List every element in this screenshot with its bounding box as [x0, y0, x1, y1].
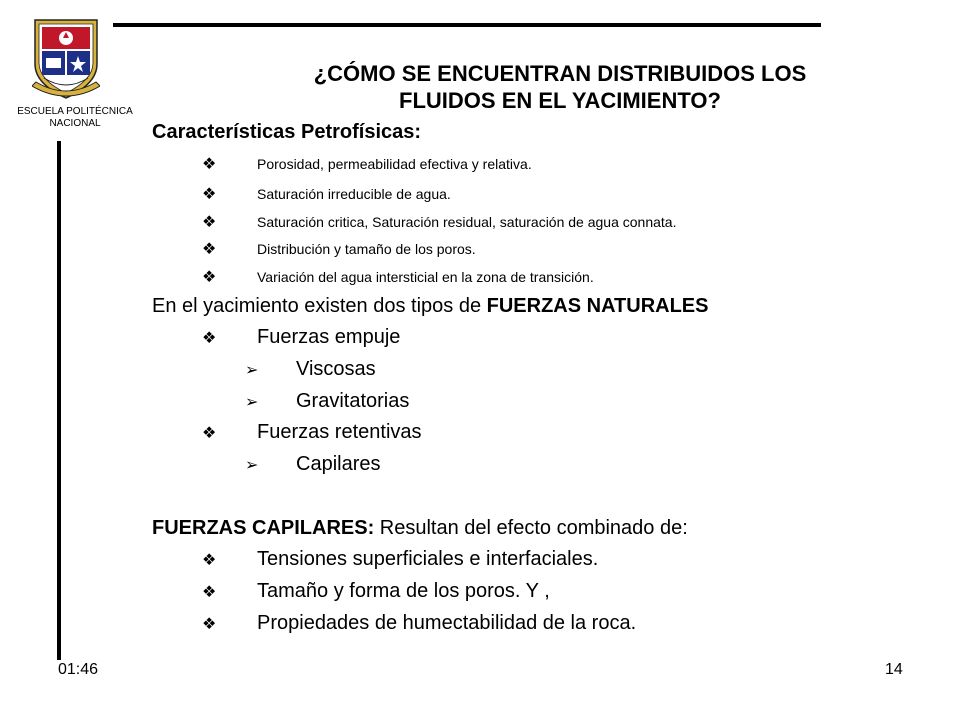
list-item-text: Distribución y tamaño de los poros.: [257, 241, 476, 257]
diamond-bullet-icon: ❖: [202, 425, 217, 442]
diamond-bullet-icon: ❖: [202, 186, 217, 203]
footer-page-number: 14: [885, 661, 903, 678]
list-item: [202, 326, 400, 349]
top-rule: [113, 23, 821, 27]
diamond-bullet-icon: ❖: [202, 214, 217, 231]
list-item-text: Porosidad, permeabilidad efectiva y relativa.: [257, 156, 532, 172]
footer-time: 01:46: [58, 661, 99, 678]
list-item: [202, 580, 550, 603]
list-item: [202, 154, 532, 174]
natural-forces-intro: [152, 295, 709, 318]
list-item: [202, 239, 476, 259]
arrow-bullet-icon: ➢: [245, 457, 259, 474]
list-item: [202, 212, 676, 232]
title-line-2: FLUIDOS EN EL YACIMIENTO?: [399, 88, 721, 113]
diamond-bullet-icon: ❖: [202, 241, 217, 258]
list-item: [202, 421, 422, 444]
institution-name: [0, 106, 150, 130]
list-item-text: Propiedades de humectabilidad de la roca.: [257, 612, 637, 634]
list-item-text: Tamaño y forma de los poros. Y ,: [257, 580, 550, 602]
intro-text: En el yacimiento existen dos tipos de: [152, 295, 487, 317]
list-item-text: Fuerzas retentivas: [257, 421, 422, 443]
left-rule: [57, 141, 61, 660]
diamond-bullet-icon: ❖: [202, 156, 217, 173]
list-item-text: Fuerzas empuje: [257, 326, 401, 348]
institution-line-2: NACIONAL: [49, 118, 101, 129]
list-item-text: Variación del agua intersticial en la zona de transición.: [257, 269, 594, 285]
list-item: [245, 453, 380, 476]
diamond-bullet-icon: ❖: [202, 584, 217, 601]
arrow-bullet-icon: ➢: [245, 394, 259, 411]
institution-logo: [32, 18, 100, 102]
capillary-bold-text: FUERZAS CAPILARES:: [152, 517, 375, 539]
list-item-text: Saturación critica, Saturación residual, saturación de agua connata.: [257, 214, 677, 230]
list-item: [202, 612, 636, 635]
diamond-bullet-icon: ❖: [202, 269, 217, 286]
list-item: [245, 358, 376, 381]
list-item-text: Saturación irreducible de agua.: [257, 186, 451, 202]
slide-title: [230, 60, 890, 114]
arrow-bullet-icon: ➢: [245, 362, 259, 379]
diamond-bullet-icon: ❖: [202, 616, 217, 633]
petrophysics-heading: Características Petrofísicas:: [152, 121, 422, 143]
title-line-1: ¿CÓMO SE ENCUENTRAN DISTRIBUIDOS LOS: [313, 61, 807, 86]
list-item: [202, 267, 594, 287]
diamond-bullet-icon: ❖: [202, 552, 217, 569]
list-item-text: Gravitatorias: [296, 390, 410, 412]
list-item-text: Viscosas: [296, 358, 376, 380]
diamond-bullet-icon: ❖: [202, 330, 217, 347]
intro-bold-text: FUERZAS NATURALES: [486, 295, 709, 317]
list-item-text: Tensiones superficiales e interfaciales.: [257, 548, 599, 570]
list-item: [202, 548, 598, 571]
list-item: [202, 184, 451, 204]
institution-line-1: ESCUELA POLITÉCNICA: [17, 106, 133, 117]
list-item-text: Capilares: [296, 453, 381, 475]
capillary-forces-heading: [152, 517, 688, 540]
capillary-rest-text: Resultan del efecto combinado de:: [374, 517, 688, 539]
list-item: [245, 390, 409, 413]
